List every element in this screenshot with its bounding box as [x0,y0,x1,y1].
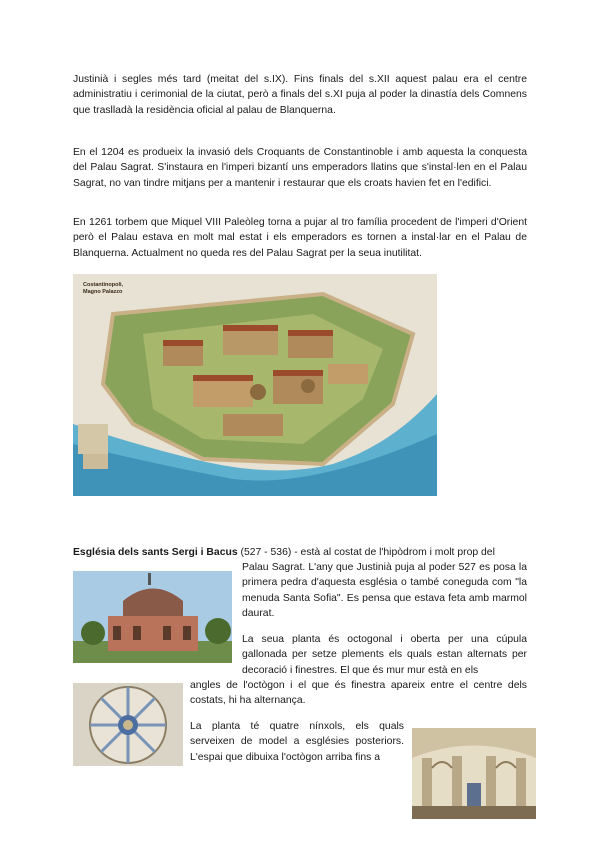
palace-caption [83,282,123,296]
church-paragraph-2a: La seua planta és octogonal i oberta per una cúpula gallonada per setze plements els quals estan alternats per decoració i finestres. El que és mur mur està en els [242,634,527,676]
church-interior-photo [412,728,536,819]
church-paragraph-1: Palau Sagrat. L'any que Justinià puja al poder 527 es posa la primera pedra d'aquesta església o també coneguda com "la menuda Santa Sofia". Es pensa que estava feta amb marmol daurat. [242,562,527,619]
palace-caption-line-2: Magno Palazzo [83,289,123,295]
church-paragraph-2b: angles de l'octògon i el que és finestra apareix entre el centre dels costats, hi ha alternança. [190,680,527,707]
palace-caption-line-1: Costantinopoli, [83,282,124,288]
paragraph-intro-3: En 1261 torbem que Miquel VIII Paleòleg torna a pujar al tro família procedent de l'imperi d'Orient però el Palau estava en molt mal estat i els emperadors es tornen a instal·lar en el Palau de Blanquerna. Actualment no queda res del Palau Sagrat per la seua inutilitat. [73,217,527,259]
church-paragraph-3: La planta té quatre nínxols, els quals serveixen de model a esglésies posteriors. L'espai que dibuixa l'octògon arriba fins a [190,721,404,763]
church-dates: (527 - 536) [237,547,292,558]
church-exterior-photo [73,571,232,663]
church-title: Església dels sants Sergi i Bacus [73,547,238,558]
paragraph-intro-1: Justinià i segles més tard (meitat del s.IX). Fins finals del s.XII aquest palau era el centre administratiu i cerimonial de la ciutat, però a finals del s.XI puja al poder la dinastía dels Comnens que traslladà la residència oficial al palau de Blanquerna. [73,74,527,116]
church-line1-rest: - està al costat de l'hipòdrom i molt prop del [291,547,495,558]
church-heading-line [73,545,527,560]
palace-illustration [73,274,437,496]
dome-interior-photo [73,683,183,766]
paragraph-intro-2: En el 1204 es produeix la invasió dels Croquants de Constantinoble i amb aquesta la conquesta del Palau Sagrat. S'instaura en l'imperi bizantí uns emperadors llatins que s'instal·len en el Palau Sagrat, no van tindre mitjans per a mantenir i restaurar que els croats havien fet en l'edifici. [73,147,527,189]
